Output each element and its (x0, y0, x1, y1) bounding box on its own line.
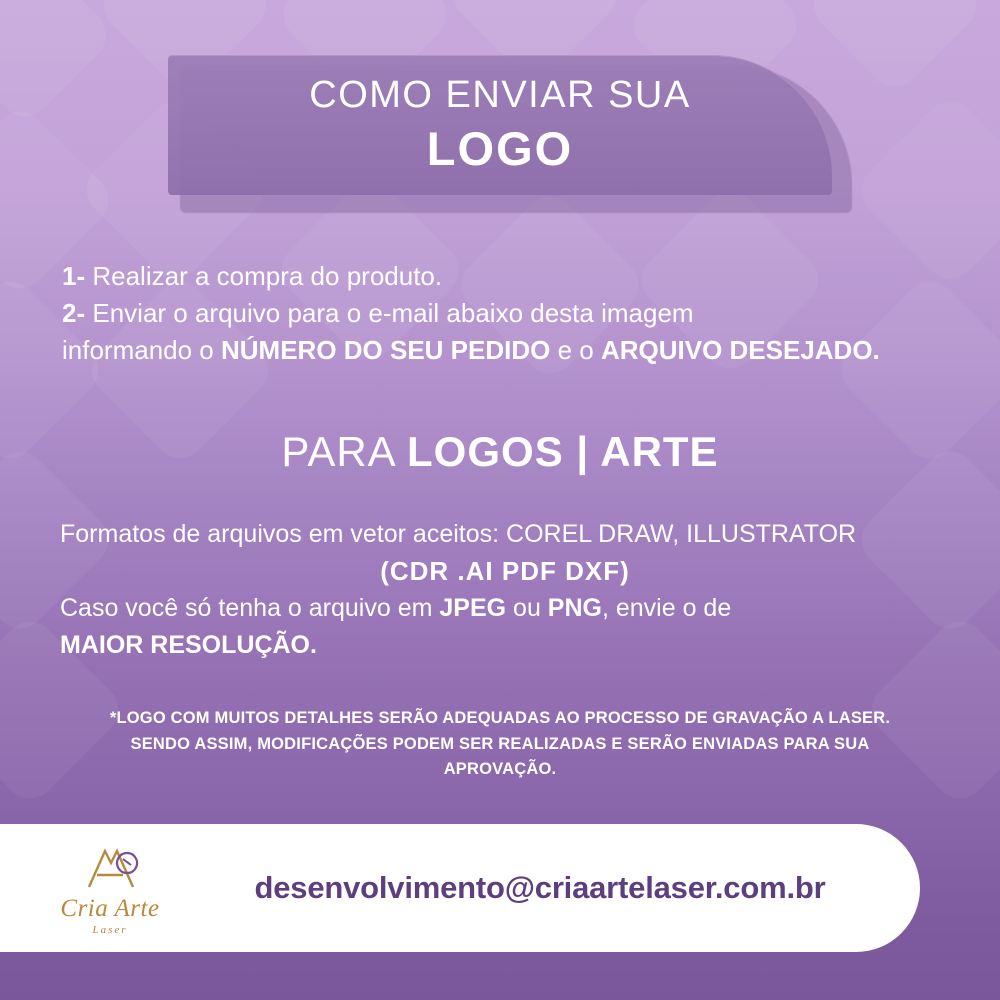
accepted-formats-line: Formatos de arquivos em vetor aceitos: COREL DRAW, ILLUSTRATOR (60, 520, 857, 548)
brand-subtitle: Laser (92, 923, 128, 936)
banner-body (168, 55, 832, 195)
brand-name: Cria Arte (60, 894, 160, 922)
step-1 (62, 258, 952, 295)
step-2-continuation (62, 332, 952, 369)
section-title (0, 428, 1000, 476)
banner-title-line2: LOGO (426, 121, 574, 175)
disclaimer (60, 706, 940, 783)
raster-fallback-line (60, 590, 950, 627)
raster-middle: ou (506, 594, 548, 623)
brand-logo (0, 841, 200, 936)
step-2-middle: e o (550, 334, 601, 365)
step-1-number: 1- (62, 261, 86, 291)
section-title-strong: LOGOS | ARTE (407, 428, 719, 475)
step-2-text: Enviar o arquivo para o e-mail abaixo desta imagem (92, 297, 694, 328)
step-2-order-number-emphasis: NÚMERO DO SEU PEDIDO (220, 334, 551, 365)
section-title-prefix: PARA (281, 428, 408, 475)
body-copy (60, 516, 950, 663)
footer-bar (0, 824, 920, 952)
disclaimer-line-3: APROVAÇÃO. (443, 760, 557, 779)
raster-suffix: , envie o de (601, 594, 732, 623)
step-2-file-emphasis: ARQUIVO DESEJADO. (600, 334, 880, 365)
max-resolution-line (60, 627, 950, 664)
max-resolution-strong: MAIOR RESOLUÇÃO. (60, 630, 317, 659)
monogram-icon (75, 841, 145, 893)
step-1-text: Realizar a compra do produto. (92, 261, 443, 291)
step-2 (62, 295, 952, 332)
contact-email[interactable]: desenvolvimento@criaartelaser.com.br (254, 870, 826, 905)
disclaimer-line-1: *LOGO COM MUITOS DETALHES SERÃO ADEQUADAS AO PROCESSO DE GRAVAÇÃO A LASER. (109, 709, 891, 727)
format-jpeg: JPEG (439, 594, 507, 623)
step-2-number: 2- (62, 297, 86, 328)
header-banner (168, 55, 840, 203)
steps-list (62, 258, 952, 369)
disclaimer-line-2: SENDO ASSIM, MODIFICAÇÕES PODEM SER REALIZADAS E SERÃO ENVIADAS PARA SUA (130, 734, 870, 753)
raster-prefix: Caso você só tenha o arquivo em (60, 594, 440, 623)
file-extensions-line: (CDR .AI PDF DXF) (380, 555, 630, 586)
step-2-prefix: informando o (62, 334, 221, 365)
banner-title-line1: COMO ENVIAR SUA (309, 74, 691, 117)
format-png: PNG (547, 594, 602, 623)
